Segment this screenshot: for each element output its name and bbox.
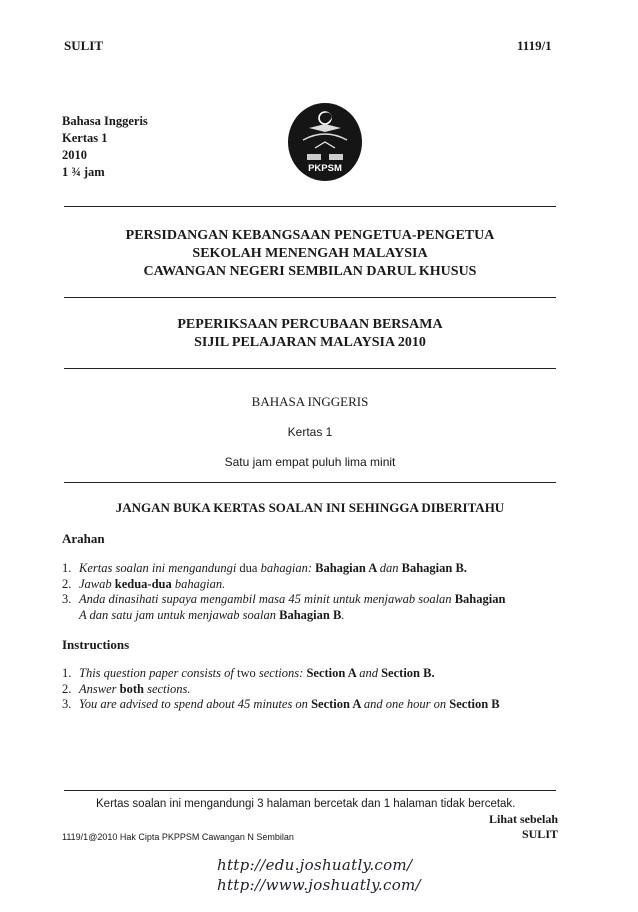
divider bbox=[64, 297, 556, 298]
exam-title-line-1: PEPERIKSAAN PERCUBAAN BERSAMA bbox=[177, 317, 443, 332]
paper-duration: Satu jam empat puluh lima minit bbox=[224, 455, 396, 469]
instructions-item-3: 3. You are advised to spend about 45 minutes on Section A and one hour on Section B bbox=[62, 697, 500, 711]
organizer-line-1: PERSIDANGAN KEBANGSAAN PENGETUA-PENGETUA bbox=[125, 228, 495, 243]
paper-subject: BAHASA INGGERIS bbox=[251, 394, 369, 409]
exam-title-line-2: SIJIL PELAJARAN MALAYSIA 2010 bbox=[194, 335, 426, 350]
see-next-page: Lihat sebelah bbox=[488, 812, 558, 826]
paper-number: Kertas 1 bbox=[62, 131, 108, 145]
arahan-item-2: 2. Jawab kedua-dua bahagian. bbox=[62, 576, 226, 591]
organizer-block bbox=[64, 227, 556, 281]
classification-label: SULIT bbox=[64, 38, 104, 53]
website-link-1[interactable]: http://edu.joshuatly.com/ bbox=[217, 856, 413, 874]
crest-logo-icon bbox=[285, 98, 365, 182]
organizer-line-3: CAWANGAN NEGERI SEMBILAN DARUL KHUSUS bbox=[143, 264, 477, 279]
arahan-item-3: 3. Anda dinasihati supaya mengambil masa 45 minit untuk menjawab soalan Bahagian A dan satu jam untuk menjawab soalan Bahagian B. bbox=[62, 592, 506, 622]
instructions-item-2: 2. Answer both sections. bbox=[62, 681, 191, 696]
instructions-list bbox=[62, 666, 562, 713]
instructions-item-1: 1. This question paper consists of two sections: Section A and Section B. bbox=[62, 666, 435, 680]
page-count-note: Kertas soalan ini mengandungi 3 halaman bercetak dan 1 halaman tidak bercetak. bbox=[96, 798, 516, 810]
exam-title-block bbox=[64, 316, 556, 352]
paper-kertas: Kertas 1 bbox=[287, 425, 333, 439]
subject-name: Bahasa Inggeris bbox=[62, 114, 148, 128]
footer-classification: SULIT bbox=[521, 827, 558, 841]
divider bbox=[64, 790, 556, 791]
exam-duration: 1 ¾ jam bbox=[62, 165, 105, 179]
organizer-line-2: SEKOLAH MENENGAH MALAYSIA bbox=[192, 246, 428, 261]
exam-year: 2010 bbox=[62, 148, 87, 162]
logo-text: PKPSM bbox=[308, 163, 342, 174]
divider bbox=[64, 482, 556, 483]
paper-code: 1119/1 bbox=[517, 38, 552, 53]
copyright-notice: 1119/1@2010 Hak Cipta PKPPSM Cawangan N Sembilan bbox=[62, 832, 294, 842]
warning-notice: JANGAN BUKA KERTAS SOALAN INI SEHINGGA DIBERITAHU bbox=[115, 500, 505, 515]
instructions-heading: Instructions bbox=[62, 637, 130, 652]
divider bbox=[64, 206, 556, 207]
divider bbox=[64, 368, 556, 369]
subject-block bbox=[62, 113, 148, 181]
arahan-list bbox=[62, 561, 552, 623]
arahan-item-1: 1. Kertas soalan ini mengandungi dua bahagian: Bahagian A dan Bahagian B. bbox=[62, 561, 467, 575]
website-link-2[interactable]: http://www.joshuatly.com/ bbox=[217, 876, 421, 894]
arahan-heading: Arahan bbox=[62, 531, 105, 546]
